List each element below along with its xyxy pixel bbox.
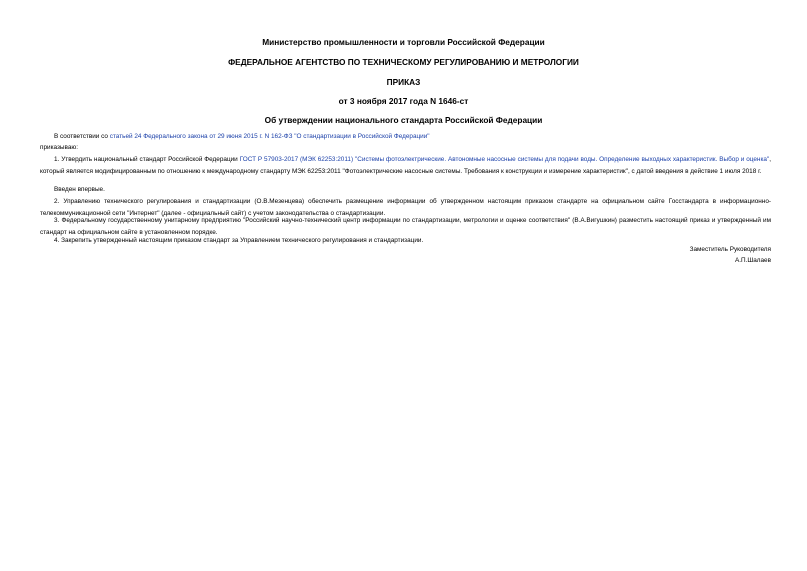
preamble-text: В соответствии со — [54, 133, 110, 140]
preamble-paragraph — [40, 131, 771, 143]
subject-title: Об утверждении национального стандарта Российской Федерации — [264, 115, 543, 125]
signature-position: Заместитель Руководителя — [689, 246, 771, 253]
order-word: приказываю: — [40, 144, 78, 151]
signature-name: А.П.Шалаев — [734, 257, 771, 264]
first-time-note: Введен впервые. — [54, 186, 105, 193]
date-number-line: от 3 ноября 2017 года N 1646-ст — [338, 96, 469, 106]
gost-link[interactable]: ГОСТ Р 57903-2017 (МЭК 62253:2011) "Системы фотоэлектрические. Автономные насосные системы для подачи воды. Определение выходных характеристик. Выбор и оценка" — [239, 156, 770, 163]
ministry-title: Министерство промышленности и торговли Российской Федерации — [262, 37, 545, 47]
agency-title: ФЕДЕРАЛЬНОЕ АГЕНТСТВО ПО ТЕХНИЧЕСКОМУ РЕГУЛИРОВАНИЮ И МЕТРОЛОГИИ — [228, 57, 579, 67]
item-1-text-after: , который является модифицированным по отношению к международному стандарту МЭК 62253:2011 "Фотоэлектрические насосные системы. Требования к конструкции и измерение характеристик", с датой введения в действие 1 июля 2018 г. — [40, 156, 771, 175]
item-1-paragraph — [40, 154, 771, 177]
item-1-text: 1. Утвердить национальный стандарт Российской Федерации — [54, 156, 240, 163]
law-link[interactable]: статьей 24 Федерального закона от 29 июня 2015 г. N 162-ФЗ "О стандартизации в Российской Федерации" — [109, 133, 430, 140]
item-3-paragraph: 3. Федеральному государственному унитарному предприятию "Российский научно-технический центр информации по стандартизации, метрологии и оценке соответствия" (В.А.Вигушкин) разместить настоящий приказ и утвержденный им стандарт на официальном сайте в установленном порядке. — [40, 217, 771, 236]
item-4-paragraph: 4. Закрепить утвержденный настоящим приказом стандарт за Управлением технического регулирования и стандартизации. — [54, 237, 424, 244]
item-2-paragraph: 2. Управлению технического регулирования и стандартизации (О.В.Мезенцева) обеспечить размещение информации об утвержденном настоящим приказом стандарте на официальном сайте Госстандарта в информационно-телекоммуникационной сети "Интернет" (далее - официальный сайт) с учетом законодательства о стандартизации. — [40, 198, 771, 217]
doc-type-title: ПРИКАЗ — [386, 77, 421, 87]
